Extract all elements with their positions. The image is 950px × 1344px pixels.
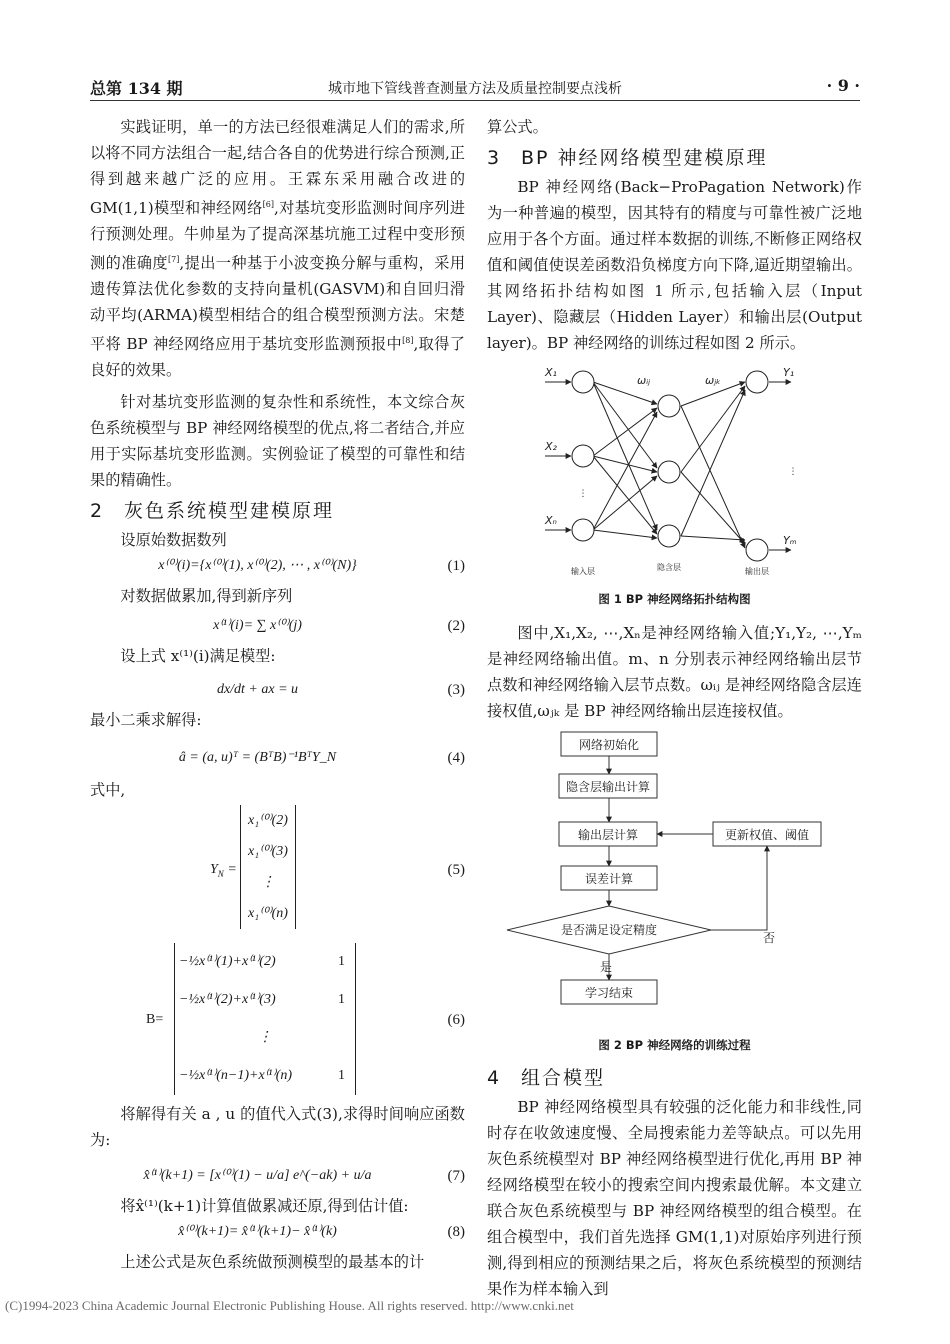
figure-2 xyxy=(487,730,862,1058)
input-node xyxy=(572,371,594,393)
svg-text:⋮: ⋮ xyxy=(578,489,588,499)
equation-7: x̂⁽¹⁾(k+1) = [x⁽⁰⁾(1) − u/a] e^(−ak) + u/a (7) xyxy=(143,1168,465,1185)
paragraph-combined-model: BP 神经网络模型具有较强的泛化能力和非线性,同时存在收敛速度慢、全局搜索能力差等缺点。可以先用灰色系统模型对 BP 神经网络模型进行优化,再用 BP 神经网络模型在较小的搜索空间内搜索最优解。本文建立联合灰色系统模型与 BP 神经网络模型的组合模型。在组合模型中，我们首先选择 GM(1,1)对原始序列进行预测,得到相应的预测结果之后，将灰色系统模型的预测结果作为样本输入到 xyxy=(487,1098,862,1298)
matrix-y-row: x₁⁽⁰⁾(3) xyxy=(248,844,288,860)
input-node xyxy=(572,445,594,467)
hidden-node xyxy=(658,461,680,483)
figure-2-caption: 图 2 BP 神经网络的训练过程 xyxy=(598,1038,751,1052)
paragraph-intro: 实践证明，单一的方法已经很难满足人们的需求,所以将不同方法组合一起,结合各自的优势进行综合预测,正得到越来越广泛的应用。王霖东采用融合改进的 GM(1,1)模型和神经网络[6],对基坑变形监测时间序列进行预测处理。牛帅星为了提高深基坑施工过程中变形预测的准确度[7],提出一种基于小波变换分解与重构，采用遗传算法优化参数的支持向量机(GASVM)和自回归滑动平均(ARMA)模型相结合的组合模型预测方法。宋楚平将 BP 神经网络应用于基坑变形监测预报中[8],取得了良好的效果。 xyxy=(90,118,466,380)
flow-label-yes: 是 xyxy=(599,960,613,974)
output-node xyxy=(746,539,768,561)
equation-8: x̂⁽⁰⁾(k+1)= x̂⁽¹⁾(k+1)− x̂⁽¹⁾(k) (8) xyxy=(178,1224,465,1241)
equation-3: dx/dt + ax = u (3) xyxy=(216,682,465,699)
running-header xyxy=(90,72,860,100)
figure-1 xyxy=(487,364,862,612)
text-step-5: 式中, xyxy=(90,781,126,800)
text-step-4: 最小二乘求解得: xyxy=(90,711,202,730)
output-node xyxy=(746,371,768,393)
label-x1: X₁ xyxy=(545,366,557,379)
flow-label-output: 输出层计算 xyxy=(577,828,639,842)
label-xn: Xₙ xyxy=(545,514,557,527)
paragraph-bp-intro: BP 神经网络(Back−ProPagation Network)作为一种普遍的模型，因其特有的精度与可靠性被广泛地应用于各个方面。通过样本数据的训练,不断修正网络权值和阈值使误差函数沿负梯度方向下降,逼近期望输出。其网络拓扑结构如图 1 所示,包括输入层（Input Layer)、隐藏层（Hidden Layer）和输出层(Output layer)。BP 神经网络的训练过程如图 2 所示。 xyxy=(487,178,862,352)
matrix-b-row: ⋮ xyxy=(258,1030,272,1046)
right-column xyxy=(487,114,862,1302)
label-output-layer: 输出层 xyxy=(745,567,769,576)
paragraph-symbols: 图中,X₁,X₂, ⋯,Xₙ是神经网络输入值;Y₁,Y₂, ⋯,Yₘ 是神经网络输出值。m、n 分别表示神经网络输出层节点数和神经网络输入层节点数。ωᵢⱼ 是神经网络隐含层连接权值,ωⱼₖ 是 BP 神经网络输出层连接权值。 xyxy=(487,624,862,720)
training-flowchart xyxy=(487,730,862,1022)
citation-8[interactable]: [8] xyxy=(402,336,414,346)
matrix-b-row: −½x⁽¹⁾(2)+x⁽¹⁾(3) xyxy=(179,992,276,1008)
matrix-y-row: x₁⁽⁰⁾(2) xyxy=(248,813,288,829)
equation-1: x⁽⁰⁾(i)={x⁽⁰⁾(1), x⁽⁰⁾(2), ⋯ , x⁽⁰⁾(N)} (1) xyxy=(158,558,465,575)
running-title: 城市地下管线普查测量方法及质量控制要点浅析 xyxy=(328,81,622,97)
svg-text:⋮: ⋮ xyxy=(788,467,798,477)
bp-topology-diagram xyxy=(487,364,862,578)
issue-number: 总第 134 期 xyxy=(90,79,183,98)
left-column xyxy=(90,114,465,1275)
text-step-3: 设上式 x⁽¹⁾(i)满足模型: xyxy=(120,647,276,666)
equation-5: $Y_N$ = x₁⁽⁰⁾(2) x₁⁽⁰⁾(3) ⋮ x₁⁽⁰⁾(n) (5) xyxy=(90,803,465,937)
text-step-2: 对数据做累加,得到新序列 xyxy=(120,587,293,606)
label-x2: X₂ xyxy=(545,440,557,453)
flow-label-decision: 是否满足设定精度 xyxy=(560,923,658,937)
flow-label-init: 网络初始化 xyxy=(578,738,640,752)
citation-7[interactable]: [7] xyxy=(168,255,180,265)
copyright-footer: (C)1994-2023 China Academic Journal Electronic Publishing House. All rights reserved. http://www.cnki.net xyxy=(5,1298,574,1313)
matrix-y-row: ⋮ xyxy=(261,875,275,891)
text-step-8: 上述公式是灰色系统做预测模型的最基本的计 xyxy=(120,1253,425,1272)
section-3-heading: 3 BP 神经网络模型建模原理 xyxy=(487,147,768,169)
text-step-6: 将解得有关 a , u 的值代入式(3),求得时间响应函数为: xyxy=(90,1105,465,1150)
text-step-7: 将x̂⁽¹⁾(k+1)计算值做累减还原,得到估计值: xyxy=(120,1197,409,1216)
figure-1-caption: 图 1 BP 神经网络拓扑结构图 xyxy=(598,592,751,606)
label-ym: Yₘ xyxy=(783,534,797,547)
matrix-b-row: −½x⁽¹⁾(1)+x⁽¹⁾(2) xyxy=(179,954,276,970)
flow-label-hidden: 隐含层输出计算 xyxy=(565,780,651,794)
input-node xyxy=(572,519,594,541)
page-number: · 9 · xyxy=(826,76,860,95)
label-y1: Y₁ xyxy=(783,366,795,379)
label-hidden-layer: 隐含层 xyxy=(657,563,681,572)
hidden-node xyxy=(658,395,680,417)
flow-label-update: 更新权值、阈值 xyxy=(724,828,810,842)
citation-6[interactable]: [6] xyxy=(262,200,274,209)
section-2-heading: 2 灰色系统模型建模原理 xyxy=(90,500,335,523)
paragraph-aim: 针对基坑变形监测的复杂性和系统性，本文综合灰色系统模型与 BP 神经网络模型的优点,将二者结合,并应用于实际基坑变形监测。实例验证了模型的可靠性和结果的精确性。 xyxy=(90,393,465,490)
matrix-y-row: x₁⁽⁰⁾(n) xyxy=(248,906,288,922)
hidden-node xyxy=(658,525,680,547)
header-rule xyxy=(90,100,860,101)
matrix-b-row: −½x⁽¹⁾(n−1)+x⁽¹⁾(n) xyxy=(179,1068,293,1084)
text-step-1: 设原始数据数列 xyxy=(120,531,227,550)
equation-4: â = (a, u)ᵀ = (BᵀB)⁻¹BᵀY_N (4) xyxy=(178,750,465,767)
equation-2: x⁽¹⁾(i)= ∑ x⁽⁰⁾(j) (2) xyxy=(213,618,465,635)
flow-label-error: 误差计算 xyxy=(584,872,634,886)
label-wij: ωᵢⱼ xyxy=(637,374,651,387)
section-4-heading: 4 组合模型 xyxy=(487,1067,606,1089)
continuation: 算公式。 xyxy=(487,118,548,136)
label-input-layer: 输入层 xyxy=(571,567,595,576)
label-wjk: ωⱼₖ xyxy=(705,374,721,387)
equation-6: B= −½x⁽¹⁾(1)+x⁽¹⁾(2) 1 −½x⁽¹⁾(2)+x⁽¹⁾(3) 1 ⋮ −½x⁽¹⁾(n−1)+x⁽¹⁾(n) 1 (6) xyxy=(90,941,465,1101)
flow-label-end: 学习结束 xyxy=(584,986,634,1000)
flow-label-no: 否 xyxy=(762,931,776,945)
